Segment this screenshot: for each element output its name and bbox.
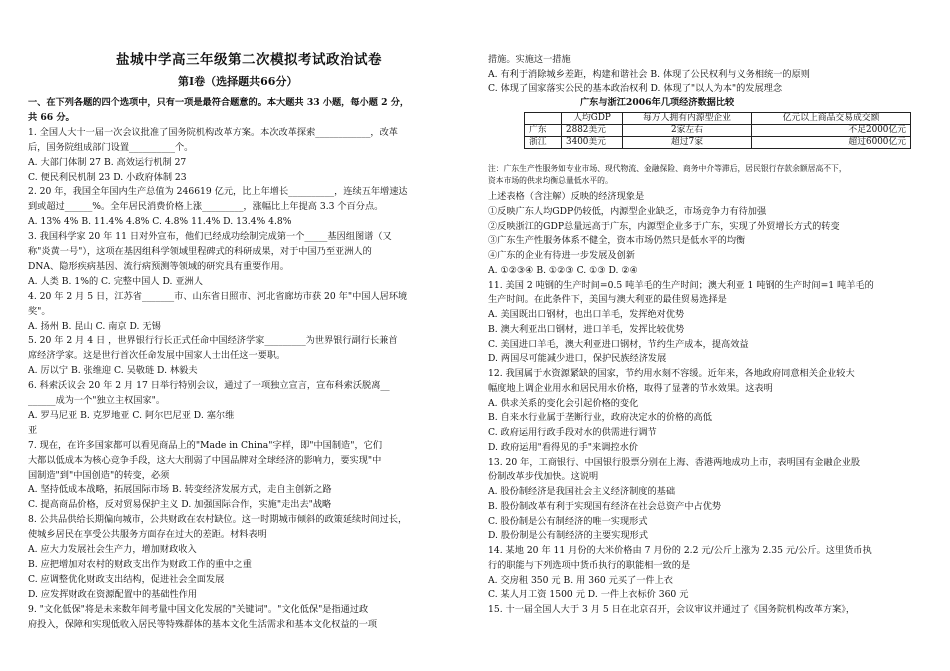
text-line: B. 自来水行业属于垄断行业，政府决定水的价格的高低 bbox=[488, 412, 712, 424]
text-line: C. 应调整优化财政支出结构，促进社会全面发展 bbox=[28, 573, 225, 585]
text-line: A. 有利于消除城乡差距，构建和谐社会 B. 体现了公民权利与义务相统一的原则 bbox=[488, 68, 810, 80]
text-line: A. 供求关系的变化会引起价格的变化 bbox=[488, 397, 639, 409]
text-line: 1. 全国人大十一届一次会议批准了国务院机构改革方案。本次改革探索____________，改革 bbox=[28, 126, 398, 138]
text-line: A. 人类 B. 1%的 C. 完整中国人 D. 亚洲人 bbox=[28, 275, 203, 287]
text-line: 亚 bbox=[28, 424, 38, 436]
table-header-cell bbox=[525, 113, 562, 125]
text-line: 使城乡居民在享受公共服务方面存在过大的差距。材料表明 bbox=[28, 529, 267, 541]
table-cell: 2882美元 bbox=[562, 125, 623, 137]
table-row bbox=[525, 137, 911, 149]
text-line: B. 澳大利亚出口钢材，进口羊毛，发挥比较优势 bbox=[488, 323, 685, 335]
text-line: 7. 现在，在许多国家都可以看见商品上的"Made in China"字样，即"中国制造"，它们 bbox=[28, 439, 383, 451]
text-line: 大都以低成本为核心竞争手段，这大大削弱了中国品牌对全球经济的影响力，要实现"中 bbox=[28, 454, 382, 466]
text-line: A. 罗马尼亚 B. 克罗地亚 C. 阿尔巴尼亚 D. 塞尔维 bbox=[28, 409, 235, 421]
text-line: 上述表格（含注解）反映的经济现象是 bbox=[488, 191, 645, 202]
text-line: 注：广东生产性服务如专业市场、现代物流、金融保险、商务中介等滞后，居民银行存款余额居高不下， bbox=[488, 164, 847, 173]
text-line: DNA、隐形疾病基因、流行病预测等领域的研究具有重要作用。 bbox=[28, 260, 289, 272]
text-line: ②反映浙江的GDP总量远高于广东，内源型企业多于广东，实现了外贸增长方式的转变 bbox=[488, 220, 840, 232]
text-line: 奖"。 bbox=[28, 305, 51, 317]
economic-data-table bbox=[524, 112, 911, 149]
text-line: 11. 美国 2 吨钢的生产时间=0.5 吨羊毛的生产时间；澳大利亚 1 吨钢的生产时间=1 吨羊毛的 bbox=[488, 279, 874, 291]
table-cell: 广东 bbox=[525, 125, 562, 137]
table-header-cell: 亿元以上商品交易成交额 bbox=[752, 113, 911, 125]
text-line: A. 扬州 B. 昆山 C. 南京 D. 无锡 bbox=[28, 320, 161, 332]
text-line: A. 应大力发展社会生产力，增加财政收入 bbox=[28, 544, 197, 555]
text-line: C. 某人月工资 1500 元 D. 一件上衣标价 360 元 bbox=[488, 589, 689, 601]
text-line: 称"炎黄一号"），这项在基因组科学领域里程碑式的科研成果，对于中国乃至亚洲人的 bbox=[28, 246, 372, 257]
text-line: 共 66 分。 bbox=[28, 111, 75, 123]
text-line: B. 应把增加对农村的财政支出作为财政工作的重中之重 bbox=[28, 558, 252, 570]
text-line: D. 应发挥财政在资源配置中的基础性作用 bbox=[28, 588, 198, 600]
text-line: 生产时间。在此条件下，美国与澳大利亚的最佳贸易选择是 bbox=[488, 294, 727, 306]
text-line: A. 交房租 350 元 B. 用 360 元买了一件上衣 bbox=[488, 574, 673, 586]
text-line: 国制造"到"中国创造"的转变，必须 bbox=[28, 469, 170, 481]
text-line: A. 股份制经济是我国社会主义经济制度的基础 bbox=[488, 486, 676, 497]
text-line: A. 大部门体制 27 B. 高效运行机制 27 bbox=[28, 156, 187, 168]
text-line: 幅度地上调企业用水和居民用水价格，取得了显著的节水效果。这表明 bbox=[488, 382, 773, 394]
text-line: ④广东的企业有待进一步发展及创新 bbox=[488, 250, 635, 261]
text-line: 一、在下列各题的四个选项中，只有一项是最符合题意的。本大题共 33 小题，每小题 2 分， bbox=[28, 97, 410, 108]
text-line: 14. 某地 20 年 11 月份的大米价格由 7 月份的 2.2 元/公斤上涨为 2.35 元/公斤。这里货币执 bbox=[488, 545, 872, 556]
table-cell: 超过6000亿元 bbox=[752, 137, 911, 149]
text-line: 12. 我国属于水资源紧缺的国家，节约用水刻不容缓。近年来，各地政府同意相关企业较大 bbox=[488, 368, 855, 379]
text-line: C. 便民利民机制 23 D. 小政府体制 23 bbox=[28, 171, 187, 183]
text-line: 后，国务院组成部门设置__________个。 bbox=[28, 141, 194, 153]
text-line: A. 13% 4% B. 11.4% 4.8% C. 4.8% 11.4% D. 13.4% 4.8% bbox=[28, 216, 292, 228]
text-line: 份制改革步伐加快。这说明 bbox=[488, 471, 599, 483]
text-line: C. 政府运用行政手段对水的供需进行调节 bbox=[488, 427, 657, 438]
table-caption: 广东与浙江2006年几项经济数据比较 bbox=[580, 97, 735, 108]
text-line: D. 两国尽可能减少进口，保护民族经济发展 bbox=[488, 353, 667, 365]
table-header-cell: 每万人拥有内源型企业 bbox=[623, 113, 752, 125]
text-line: A. 美国既出口钢材，也出口羊毛，发挥绝对优势 bbox=[488, 309, 685, 320]
text-line: A. 厉以宁 B. 张维迎 C. 吴敬琏 D. 林毅夫 bbox=[28, 365, 198, 377]
text-line: D. 政府运用"看得见的手"来调控水价 bbox=[488, 441, 638, 453]
table-cell: 浙江 bbox=[525, 137, 562, 149]
text-line: 3. 我国科学家 20 年 11 日对外宣布，他们已经成功绘制完成第一个_____基因组图谱（又 bbox=[28, 231, 392, 243]
table-header-cell: 人均GDP bbox=[562, 113, 623, 125]
text-line: ③广东生产性服务体系不健全，资本市场仍然只是低水平的均衡 bbox=[488, 235, 746, 247]
text-line: 8. 公共品供给长期偏向城市，公共财政在农村缺位。这一时期城市倾斜的政策延续时间过长， bbox=[28, 514, 408, 526]
table-row bbox=[525, 125, 911, 137]
text-line: 措施。实施这一措施 bbox=[488, 54, 571, 65]
text-line: D. 股份制是公有制经济的主要实现形式 bbox=[488, 530, 648, 542]
text-line: B. 股份制改革有利于实现国有经济在社会总资产中占优势 bbox=[488, 500, 722, 512]
text-line: ①反映广东人均GDP仍较低，内源型企业缺乏，市场竞争力有待加强 bbox=[488, 205, 767, 217]
text-line: 13. 20 年，工商银行、中国银行股票分别在上海、香港两地成功上市，表明国有金融企业股 bbox=[488, 456, 861, 468]
text-line: 府投入，保障和实现低收入居民等特殊群体的基本文化生活需求和基本文化权益的一项 bbox=[28, 618, 378, 630]
text-line: C. 提高商品价格，反对贸易保护主义 D. 加强国际合作，实施"走出去"战略 bbox=[28, 499, 332, 511]
text-line: A. ①②③④ B. ①②③ C. ①③ D. ②④ bbox=[488, 264, 638, 276]
text-line: 5. 20 年 2 月 4 日 ，世界银行行长正式任命中国经济学家_________为世界银行副行长兼首 bbox=[28, 335, 398, 347]
text-line: 4. 20 年 2 月 5 日，江苏省_______市、山东省日照市、河北省廊坊市获 20 年"中国人居环境 bbox=[28, 290, 408, 302]
text-line: 席经济学家。这是世行首次任命发展中国家人士出任这一要职。 bbox=[28, 350, 286, 362]
section-heading: 第Ⅰ卷（选择题共66分） bbox=[178, 75, 298, 88]
text-line: 6. 科索沃议会 20 年 2 月 17 日举行特别会议，通过了一项独立宣言，宣布科索沃脱离__ bbox=[28, 380, 390, 392]
text-line: 9. "文化低保"将是未来数年间考量中国文化发展的"关键词"。"文化低保"是指通过政 bbox=[28, 603, 369, 615]
text-line: 资本市场的供求均衡总量低水平的。 bbox=[488, 176, 613, 185]
text-line: ______成为一个"独立主权国家"。 bbox=[28, 395, 166, 406]
table-cell: 3400美元 bbox=[562, 137, 623, 149]
text-line: 到或超过______%。全年居民消费价格上涨_________，涨幅比上年提高 3.3 个百分点。 bbox=[28, 201, 384, 213]
text-line: C. 股份制是公有制经济的唯一实现形式 bbox=[488, 515, 648, 527]
text-line: 行的职能与下列选项中货币执行的职能相一致的是 bbox=[488, 559, 691, 571]
text-line: 15. 十一届全国人大于 3 月 5 日在北京召开，会议审议并通过了《国务院机构改革方案》， bbox=[488, 604, 856, 615]
text-line: A. 坚持低成本战略，拓展国际市场 B. 转变经济发展方式，走自主创新之路 bbox=[28, 484, 332, 496]
text-line: C. 体现了国家落实公民的基本政治权利 D. 体现了"以人为本"的发展理念 bbox=[488, 83, 783, 95]
text-line: 2. 20 年，我国全年国内生产总值为 246619 亿元，比上年增长__________，连续五年增速达 bbox=[28, 186, 408, 198]
page-title: 盐城中学高三年级第二次模拟考试政治试卷 bbox=[116, 52, 382, 68]
table-cell: 不足2000亿元 bbox=[752, 125, 911, 137]
table-cell: 2家左右 bbox=[623, 125, 752, 137]
table-cell: 超过7家 bbox=[623, 137, 752, 149]
text-line: C. 美国进口羊毛，澳大利亚进口钢材，节约生产成本，提高效益 bbox=[488, 338, 749, 350]
table-header-row bbox=[525, 113, 911, 125]
